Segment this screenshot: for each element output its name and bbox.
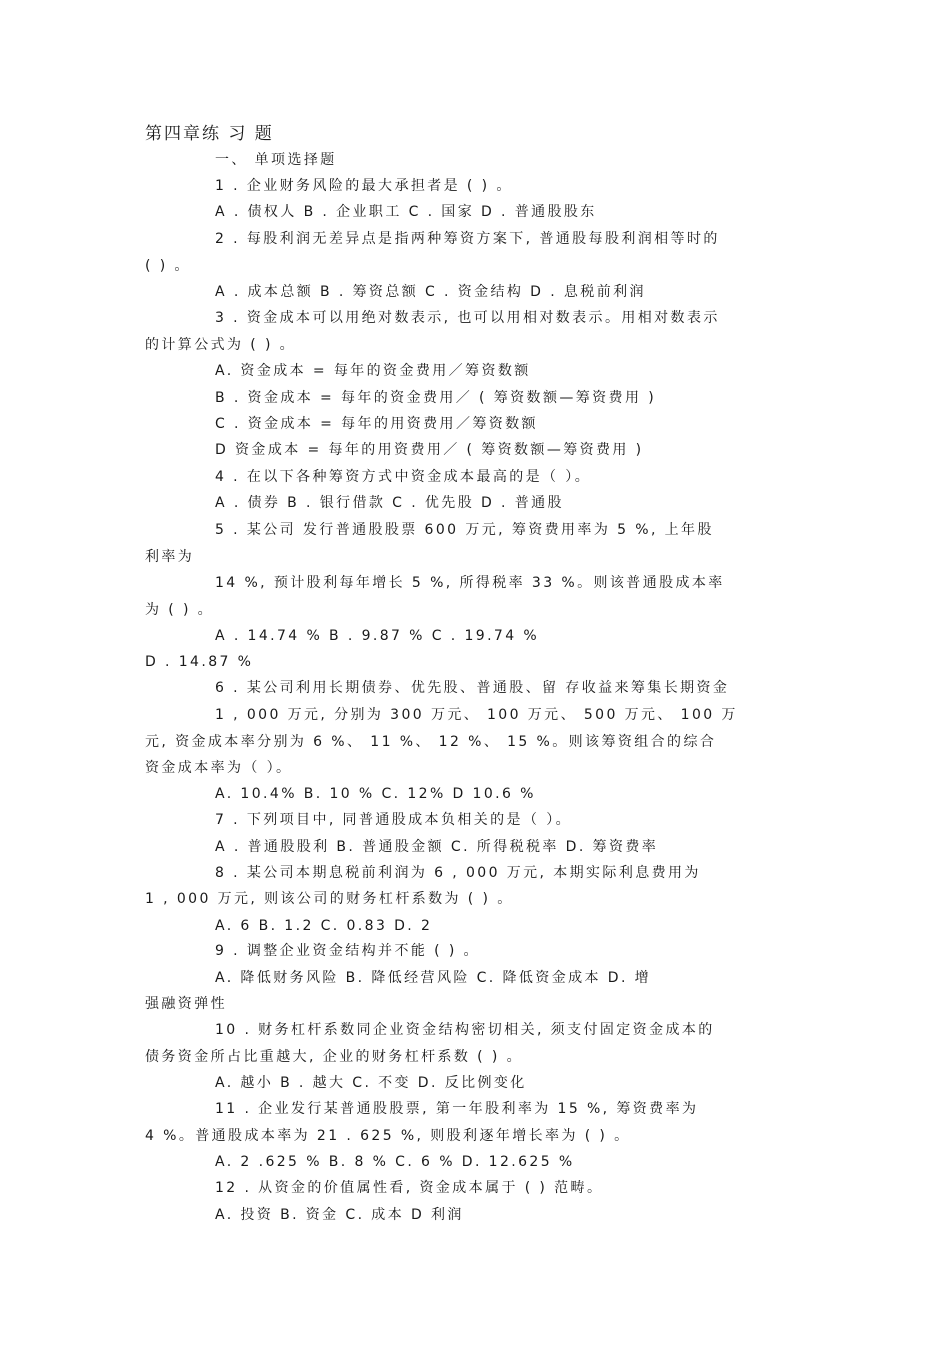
text-line: A. 6 B. 1.2 C. 0.83 D. 2 (215, 918, 433, 934)
text-line: 2 . 每股利润无差异点是指两种筹资方案下, 普通股每股利润相等时的 (215, 231, 720, 247)
text-line: C . 资金成本 = 每年的用资费用／筹资数额 (215, 416, 538, 432)
text-line: ( ) 。 (145, 258, 191, 274)
text-line: 4 %。普通股成本率为 21 . 625 %, 则股利逐年增长率为 ( ) 。 (145, 1128, 631, 1144)
text-line: 3 . 资金成本可以用绝对数表示, 也可以用相对数表示。用相对数表示 (215, 310, 720, 326)
text-line: D . 14.87 % (145, 654, 254, 670)
text-line: A . 14.74 % B . 9.87 % C . 19.74 % (215, 628, 540, 644)
text-line: 1 , 000 万元, 则该公司的财务杠杆系数为 ( ) 。 (145, 891, 514, 907)
text-line: 利率为 (145, 549, 195, 565)
text-line: 为 ( ) 。 (145, 602, 215, 618)
text-line: A . 普通股股利 B. 普通股金额 C. 所得税税率 D. 筹资费率 (215, 839, 659, 855)
text-line: A. 降低财务风险 B. 降低经营风险 C. 降低资金成本 D. 增 (215, 970, 652, 986)
text-line: 14 %, 预计股利每年增长 5 %, 所得税率 33 %。则该普通股成本率 (215, 575, 725, 591)
text-line: 4 . 在以下各种筹资方式中资金成本最高的是（ ）。 (215, 469, 592, 485)
text-line: A . 债权人 B . 企业职工 C . 国家 D . 普通股股东 (215, 204, 597, 220)
text-line: 12 . 从资金的价值属性看, 资金成本属于 ( ) 范畴。 (215, 1180, 604, 1196)
text-line: A. 投资 B. 资金 C. 成本 D 利润 (215, 1207, 464, 1223)
text-line: 元, 资金成本率分别为 6 %、 11 %、 12 %、 15 %。则该筹资组合的综合 (145, 734, 717, 750)
text-line: 债务资金所占比重越大, 企业的财务杠杆系数 ( ) 。 (145, 1049, 523, 1065)
text-line: 1 . 企业财务风险的最大承担者是 ( ) 。 (215, 178, 513, 194)
text-line: B . 资金成本 = 每年的资金费用／ ( 筹资数额—筹资费用 ) (215, 390, 657, 406)
text-line: A. 资金成本 = 每年的资金费用／筹资数额 (215, 363, 531, 379)
text-line: 6 . 某公司利用长期债券、优先股、普通股、留 存收益来筹集长期资金 (215, 680, 730, 696)
text-line: A . 成本总额 B . 筹资总额 C . 资金结构 D . 息税前利润 (215, 284, 646, 300)
text-line: 的计算公式为 ( ) 。 (145, 337, 297, 353)
text-line: A. 10.4% B. 10 % C. 12% D 10.6 % (215, 786, 536, 802)
text-line: 9 . 调整企业资金结构并不能 ( ) 。 (215, 943, 480, 959)
text-line: 1 , 000 万元, 分别为 300 万元、 100 万元、 500 万元、 100 万 (215, 707, 738, 723)
text-line: 7 . 下列项目中, 同普通股成本负相关的是（ ）。 (215, 812, 573, 828)
text-line: 强融资弹性 (145, 996, 227, 1012)
text-line: 8 . 某公司本期息税前利润为 6 , 000 万元, 本期实际利息费用为 (215, 865, 701, 881)
text-line: A. 2 .625 % B. 8 % C. 6 % D. 12.625 % (215, 1154, 575, 1170)
text-line: 5 . 某公司 发行普通股股票 600 万元, 筹资费用率为 5 %, 上年股 (215, 522, 714, 538)
text-line: A. 越小 B . 越大 C. 不变 D. 反比例变化 (215, 1075, 527, 1091)
text-line: 10 . 财务杠杆系数同企业资金结构密切相关, 须支付固定资金成本的 (215, 1022, 715, 1038)
text-line: A . 债券 B . 银行借款 C . 优先股 D . 普通股 (215, 495, 564, 511)
text-line: 资金成本率为（ ）。 (145, 760, 293, 776)
chapter-title: 第四章练 习 题 (145, 124, 274, 144)
text-line: 一、 单项选择题 (215, 152, 337, 168)
text-line: 11 . 企业发行某普通股股票, 第一年股利率为 15 %, 筹资费率为 (215, 1101, 699, 1117)
text-line: D 资金成本 = 每年的用资费用／ ( 筹资数额—筹资费用 ) (215, 442, 644, 458)
